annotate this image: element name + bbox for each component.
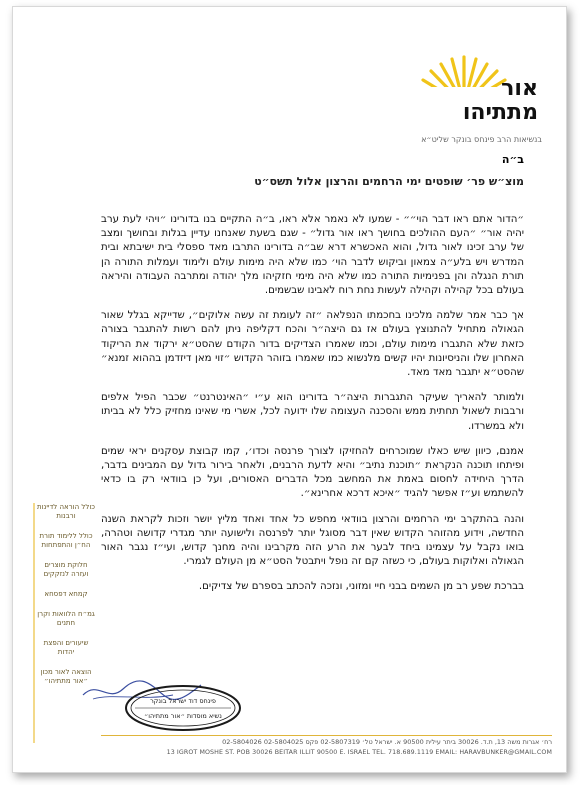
paragraph: בברכת שפע רב מן השמים בבני חיי ומזוני, ונזכה להכתב בספרם של צדיקים. bbox=[198, 581, 524, 593]
sidebar-item: כולל הוראה לדיינות ורבנות bbox=[37, 503, 95, 520]
letter-body bbox=[101, 213, 524, 606]
paragraph: אך כבר אמר שלמה מלכינו בחכמתו הנפלאה ״זה לעומת זה עשה אלוקים״, שדייקא בגלל שאור הגאולה מתחיל להתנוצץ בעולם אז גם היצה״ר והכח דקליפה ניתן להם רשות להתגבר בצורה כזאת שלא התגברו מימות עולם, וכמו שאמרו הצדיקים בדור הקודם שהסט״א ירקוד את הריקוד האחרון שלו והניסיונות יהיו קשים מלנשוא כמו שאמרו בזוהר הקדוש ״זוי מאן דיזדמן בההוא זמנא״ שהסט״א יתגבר מאד מאד. bbox=[101, 310, 524, 379]
institutions-sidebar bbox=[33, 503, 95, 743]
organization-logo bbox=[364, 47, 544, 147]
letter-page bbox=[12, 6, 567, 773]
footer-address-hebrew: רח׳ אגרות משה 13, ת.ד. 30026 ביתר עילית 90500 א. ישראל טל׳ 02-5807319 פקס 02-5804025 02-5804026 bbox=[222, 738, 552, 746]
sidebar-item: קמחא דפסחא bbox=[44, 590, 88, 598]
logo-name-line2: מתתיהו bbox=[462, 100, 538, 125]
stamp-line2: נשיא מוסדות ״אור מתתיהו״ bbox=[144, 712, 222, 720]
letter-date: מוצ״ש פר׳ שופטים ימי הרחמים והרצון אלול תשס״ט bbox=[254, 175, 524, 188]
sidebar-item: כולל ללימוד תורת הח״ן והתפתחות bbox=[39, 532, 93, 549]
stamp-line1: פינחס דוד ישראל בונקר bbox=[150, 697, 216, 705]
sidebar-item: שיעורים והפצת יהדות bbox=[43, 639, 89, 656]
paragraph: אמנם, כיוון שיש כאלו שמוכרחים להחזיקו לצורך פרנסה וכדו׳, קמו קבוצת עסקנים יראי שמים ופיתחו תוכנה הנקראת ״תוכנת נתיב״ והיא לדעת הרבנים, ולאחר בירור גדול עם המבינים בדבר, הדרך היחידה לחסום באמת את המחשב מכל הדברים האסורים, ועל כן בוודאי רק בו כדאי להשתמש וע״ז אפשר להגיד ״איכא דרכא אחרינא״. bbox=[101, 445, 524, 500]
official-stamp bbox=[123, 683, 243, 733]
logo-subtitle: בנשיאות הרב פינחס בונקר שליט״א bbox=[421, 135, 542, 144]
sidebar-item: גמ״ח הלוואות וקרן חתנים bbox=[37, 610, 95, 627]
logo-name bbox=[428, 77, 538, 125]
sidebar-item: חלוקת מוצרים ועזרה לנזקקים bbox=[43, 561, 89, 578]
paragraph: ״הדור אתם ראו דבר הוי״״ - שמעו לא נאמר אלא ראו, ב״ה התקיים בנו בדורינו ״ויהי לעת ערב יהיה אור״ ״העם ההולכים בחושך ראו אור גדול״ - שגם בשעת שאנחנו עדיין בגלות ובחושך ומצב של ערב זכינו לאור גדול, והוא האכשרא דרא שב״ה בדורינו התרבו מאד ספסלי בית ישיבתא ובית המדרש ויש בלע״ה צמאון וביקוש לדבר הוי׳ כמו שלא היה מימות עולם ולימוד ועמלות התורה הן תורת הנגלה והן בפנימיות התורה כמו שלא היה מימי חזקיהו מלך יהודה ומתרבה העבודה והיראה בעולם בכל קהילה וקהילה לעשות נחת רוח לאבינו שבשמים. bbox=[101, 214, 524, 297]
letterhead-footer bbox=[101, 735, 552, 756]
footer-address-english: 13 IGROT MOSHE ST. POB 30026 BEITAR ILLIT 90500 E. ISRAEL TEL. 718.689.1119 EMAIL: HARAVBUNKER@GMAIL.COM bbox=[166, 749, 552, 756]
sidebar-item: הוצאה לאור מכון ״אור מתתיהו״ bbox=[40, 668, 92, 685]
bh-heading: ב״ה bbox=[501, 153, 524, 166]
logo-name-line1: אור bbox=[501, 76, 538, 101]
paragraph: והנה בהתקרב ימי הרחמים והרצון בוודאי מחפש כל אחד ואחד מליץ יושר וזכות לקראת השנה החדשה, וידוע מהזוהר הקדוש שאין דבר מסוגל יותר לפרנסה ולישועה יותר מגדרי קדושה וטהרה, בואו נקבל על עצמינו ביחד לבער את הרע הזה מקרבינו והיה מחנך קדוש, ועי״ז נגבר האור הגאולה ואלוקות בעולם, כי כשזה קם זה נופל ויתבטל הסט״א מן העולם לגמרי. bbox=[101, 513, 524, 568]
stamp-oval-icon bbox=[123, 683, 243, 733]
paragraph: ולמותר להאריך שעיקר התגברות היצה״ר בדורינו הוא ע״י ״האינטרנט״ שכבר הפיל אלפים ורבבות לשאול תחתית ממש והסכנה העצומה שלו ידועה לכל, אשרי מי שאינו מחזיק כלל לא בביתו ולא במשרדו. bbox=[101, 392, 524, 432]
